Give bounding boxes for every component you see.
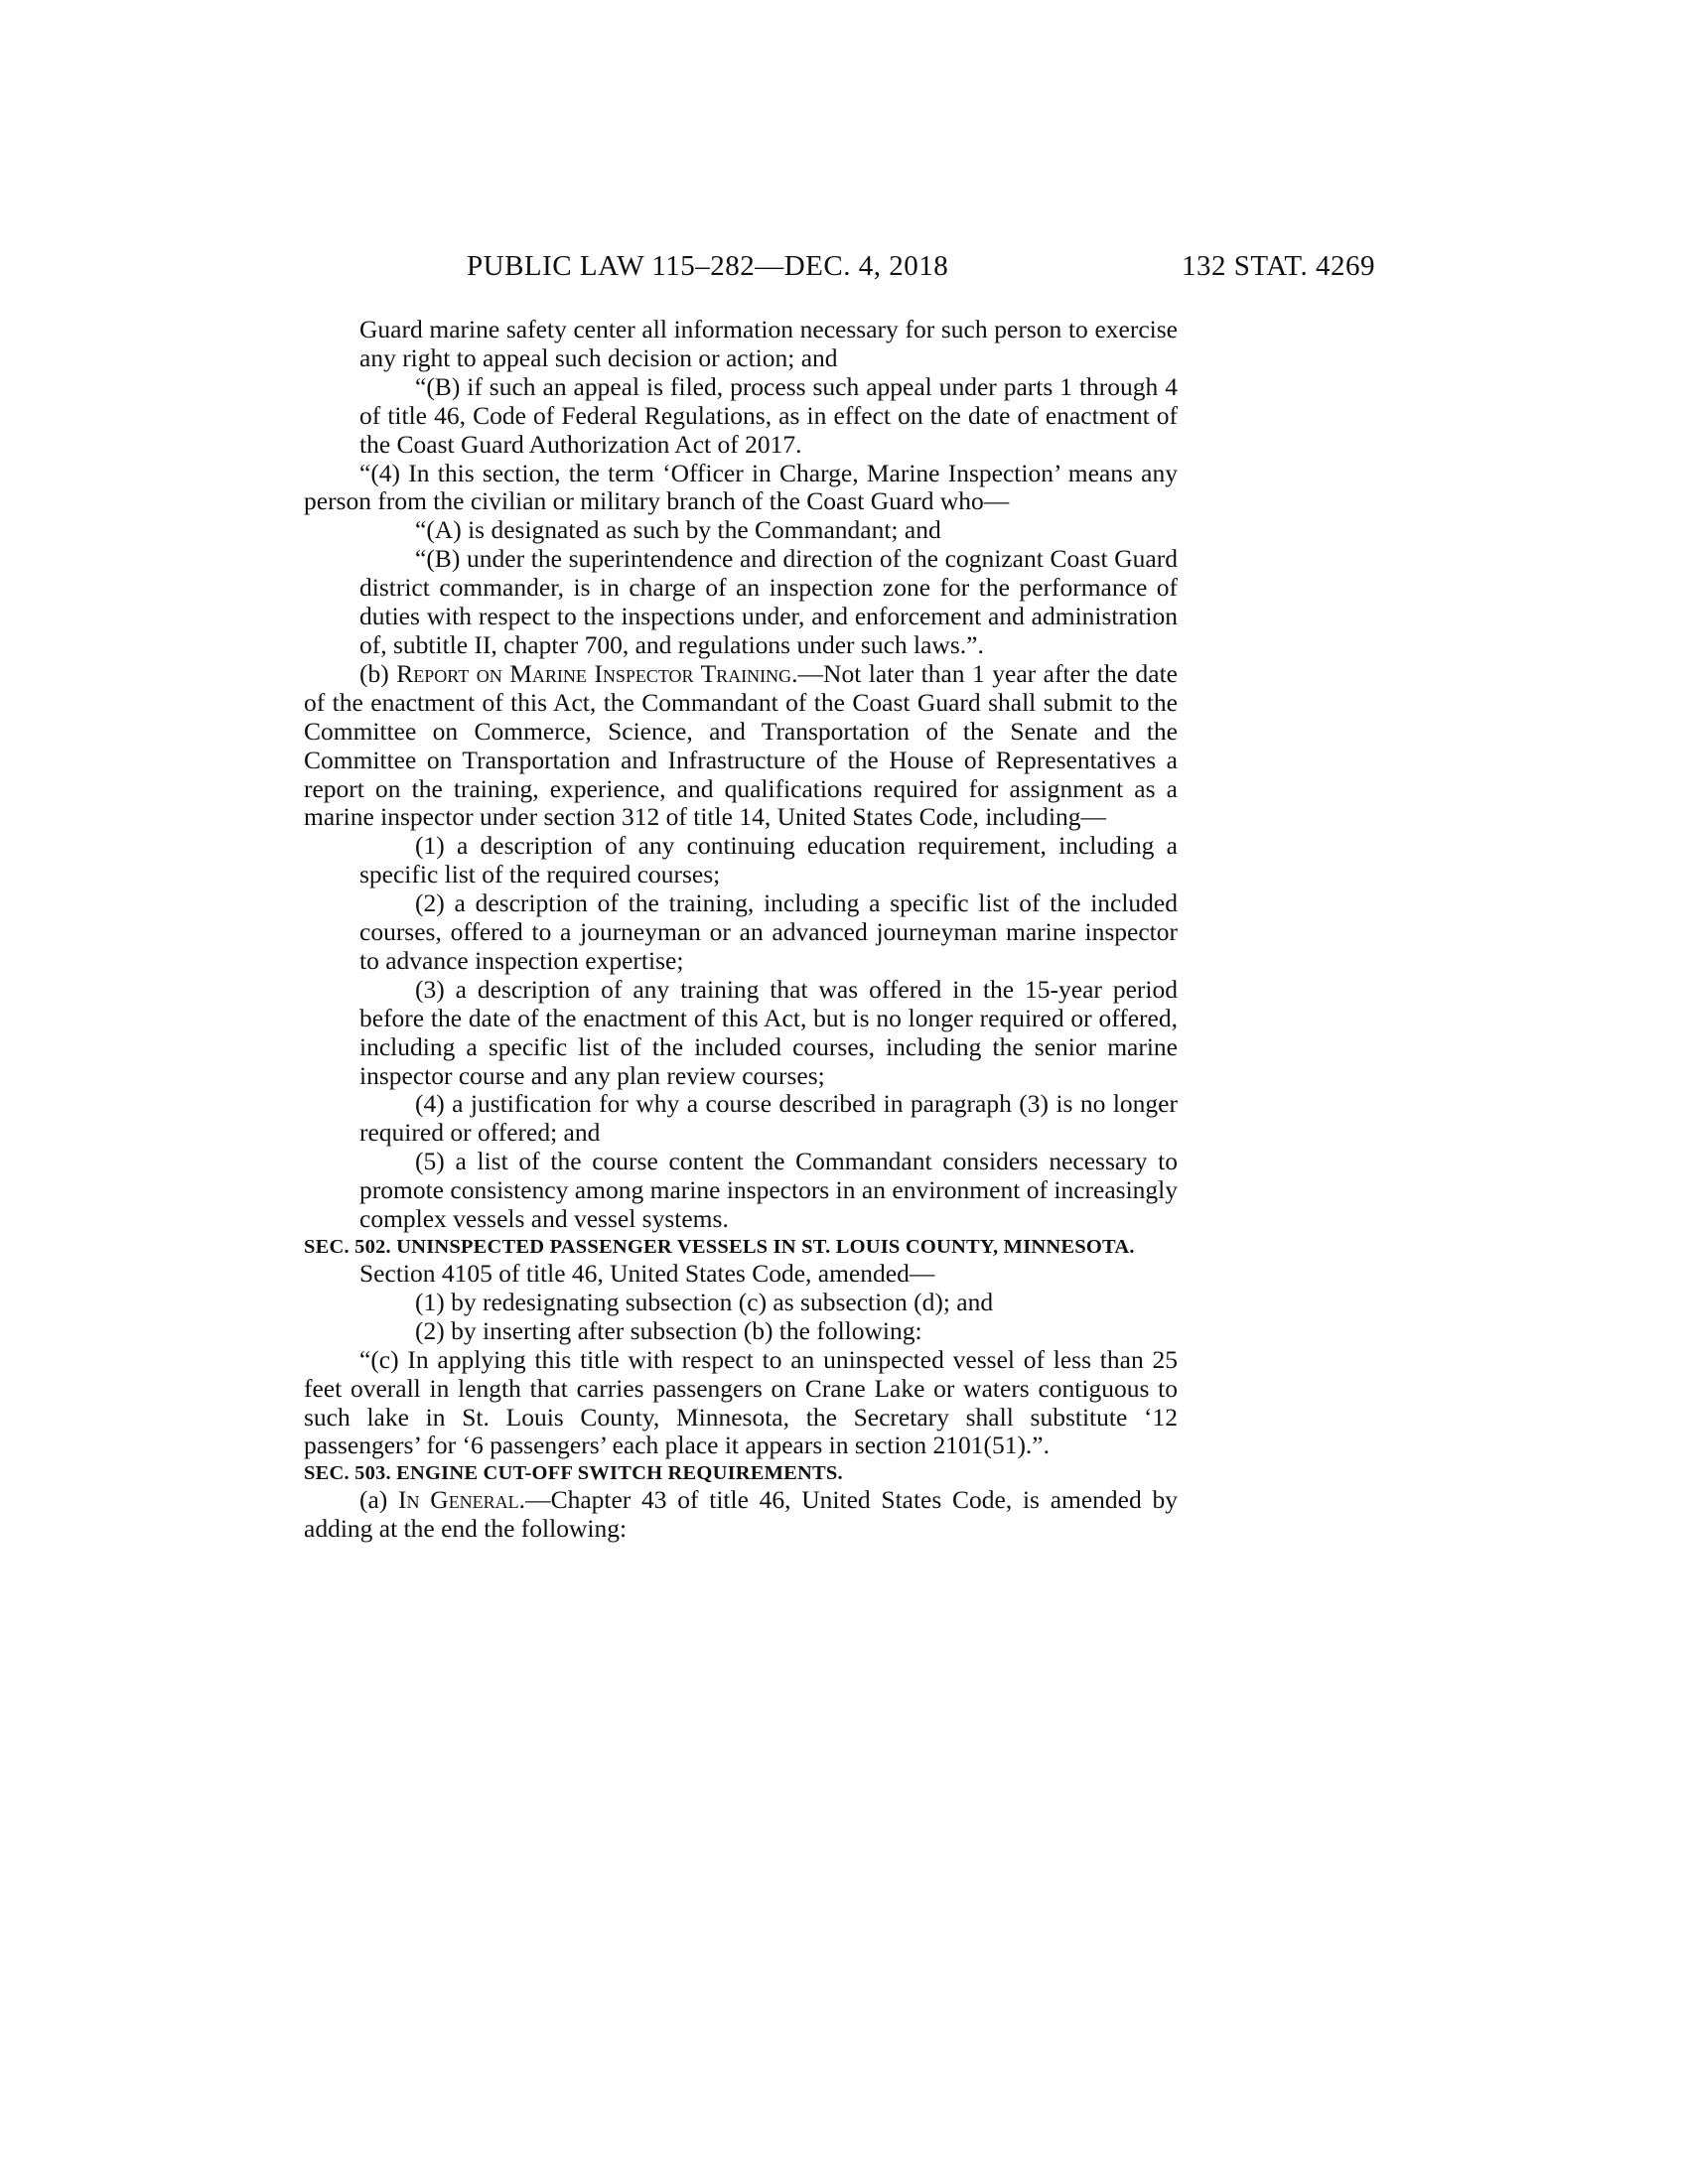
running-title: PUBLIC LAW 115–282—DEC. 4, 2018 xyxy=(467,250,949,282)
section-502-item-2: (2) by inserting after subsection (b) the following: xyxy=(415,1315,922,1345)
subparagraph-b-superintendence: “(B) under the superintendence and direction of the cognizant Coast Guard district commander, is in charge of an inspection zone for the performance of duties with respect to the inspections under, and enforcement and administration of, subtitle II, chapter 700, and regulations under such laws.”. xyxy=(359,544,1178,659)
subsection-b-prefix: (b) xyxy=(359,658,397,688)
subsection-b-text: —Not later than 1 year after the date of the enactment of this Act, the Commandant of the Coast Guard shall submit to the Committee on Commerce, Science, and Transportation of the Senate and the Committee on Transportation and Infrastructure of the House of Representatives a report on the training, experience, and qualifications required for assignment as a marine inspector under section 312 of title 14, United States Code, including— xyxy=(304,658,1178,832)
report-item-5: (5) a list of the course content the Commandant considers necessary to promote consistency among marine inspectors in an environment of increasingly complex vessels and vessel systems. xyxy=(359,1147,1178,1234)
section-502-intro: Section 4105 of title 46, United States Code, amended— xyxy=(359,1259,935,1288)
section-502-item-1: (1) by redesignating subsection (c) as subsection (d); and xyxy=(415,1287,994,1316)
subparagraph-a-designated: “(A) is designated as such by the Commandant; and xyxy=(415,515,941,545)
report-item-1: (1) a description of any continuing education requirement, including a specific list of the required courses; xyxy=(359,831,1178,889)
report-item-3: (3) a description of any training that was offered in the 15-year period before the date of the enactment of this Act, but is no longer required or offered, including a specific list of the included courses, including the senior marine inspector course and any plan review courses; xyxy=(359,974,1178,1090)
page-body xyxy=(304,316,1178,1544)
continuation-paragraph: Guard marine safety center all information necessary for such person to exercise any right to appeal such decision or action; and xyxy=(359,315,1178,372)
section-502-quoted-text: “(c) In applying this title with respect to an uninspected vessel of less than 25 feet overall in length that carries passengers on Crane Lake or waters contiguous to such lake in St. Louis County, Minnesota, the Secretary shall substitute ‘12 passengers’ for ‘6 passengers’ each place it appears in section 2101(51).”. xyxy=(304,1344,1178,1460)
subparagraph-b-appeal: “(B) if such an appeal is filed, process such appeal under parts 1 through 4 of title 46, Code of Federal Regulations, as in effect on the date of enactment of the Coast Guard Authorization Act of 2017. xyxy=(359,371,1178,459)
page-header xyxy=(467,250,1375,290)
statute-page-number: 132 STAT. 4269 xyxy=(1181,250,1375,282)
section-502-heading: SEC. 502. UNINSPECTED PASSENGER VESSELS IN ST. LOUIS COUNTY, MINNESOTA. xyxy=(304,1236,1135,1258)
section-503-subsection-a xyxy=(304,1486,1178,1544)
subsection-a-prefix: (a) xyxy=(359,1485,399,1515)
subsection-b-heading: Report on Marine Inspector Training. xyxy=(396,658,798,688)
section-503-heading: SEC. 503. ENGINE CUT-OFF SWITCH REQUIREMENTS. xyxy=(304,1462,843,1485)
subsection-b-report xyxy=(304,660,1178,832)
subsection-a-heading: In General. xyxy=(398,1485,526,1515)
subsection-a-text: —Chapter 43 of title 46, United States Code, is amended by adding at the end the following: xyxy=(304,1485,1178,1544)
report-item-4: (4) a justification for why a course described in paragraph (3) is no longer required or offered; and xyxy=(359,1089,1178,1148)
paragraph-4-definition: “(4) In this section, the term ‘Officer in Charge, Marine Inspection’ means any person from the civilian or military branch of the Coast Guard who— xyxy=(304,458,1178,516)
report-item-2: (2) a description of the training, including a specific list of the included courses, offered to a journeyman or an advanced journeyman marine inspector to advance inspection expertise; xyxy=(359,888,1178,975)
